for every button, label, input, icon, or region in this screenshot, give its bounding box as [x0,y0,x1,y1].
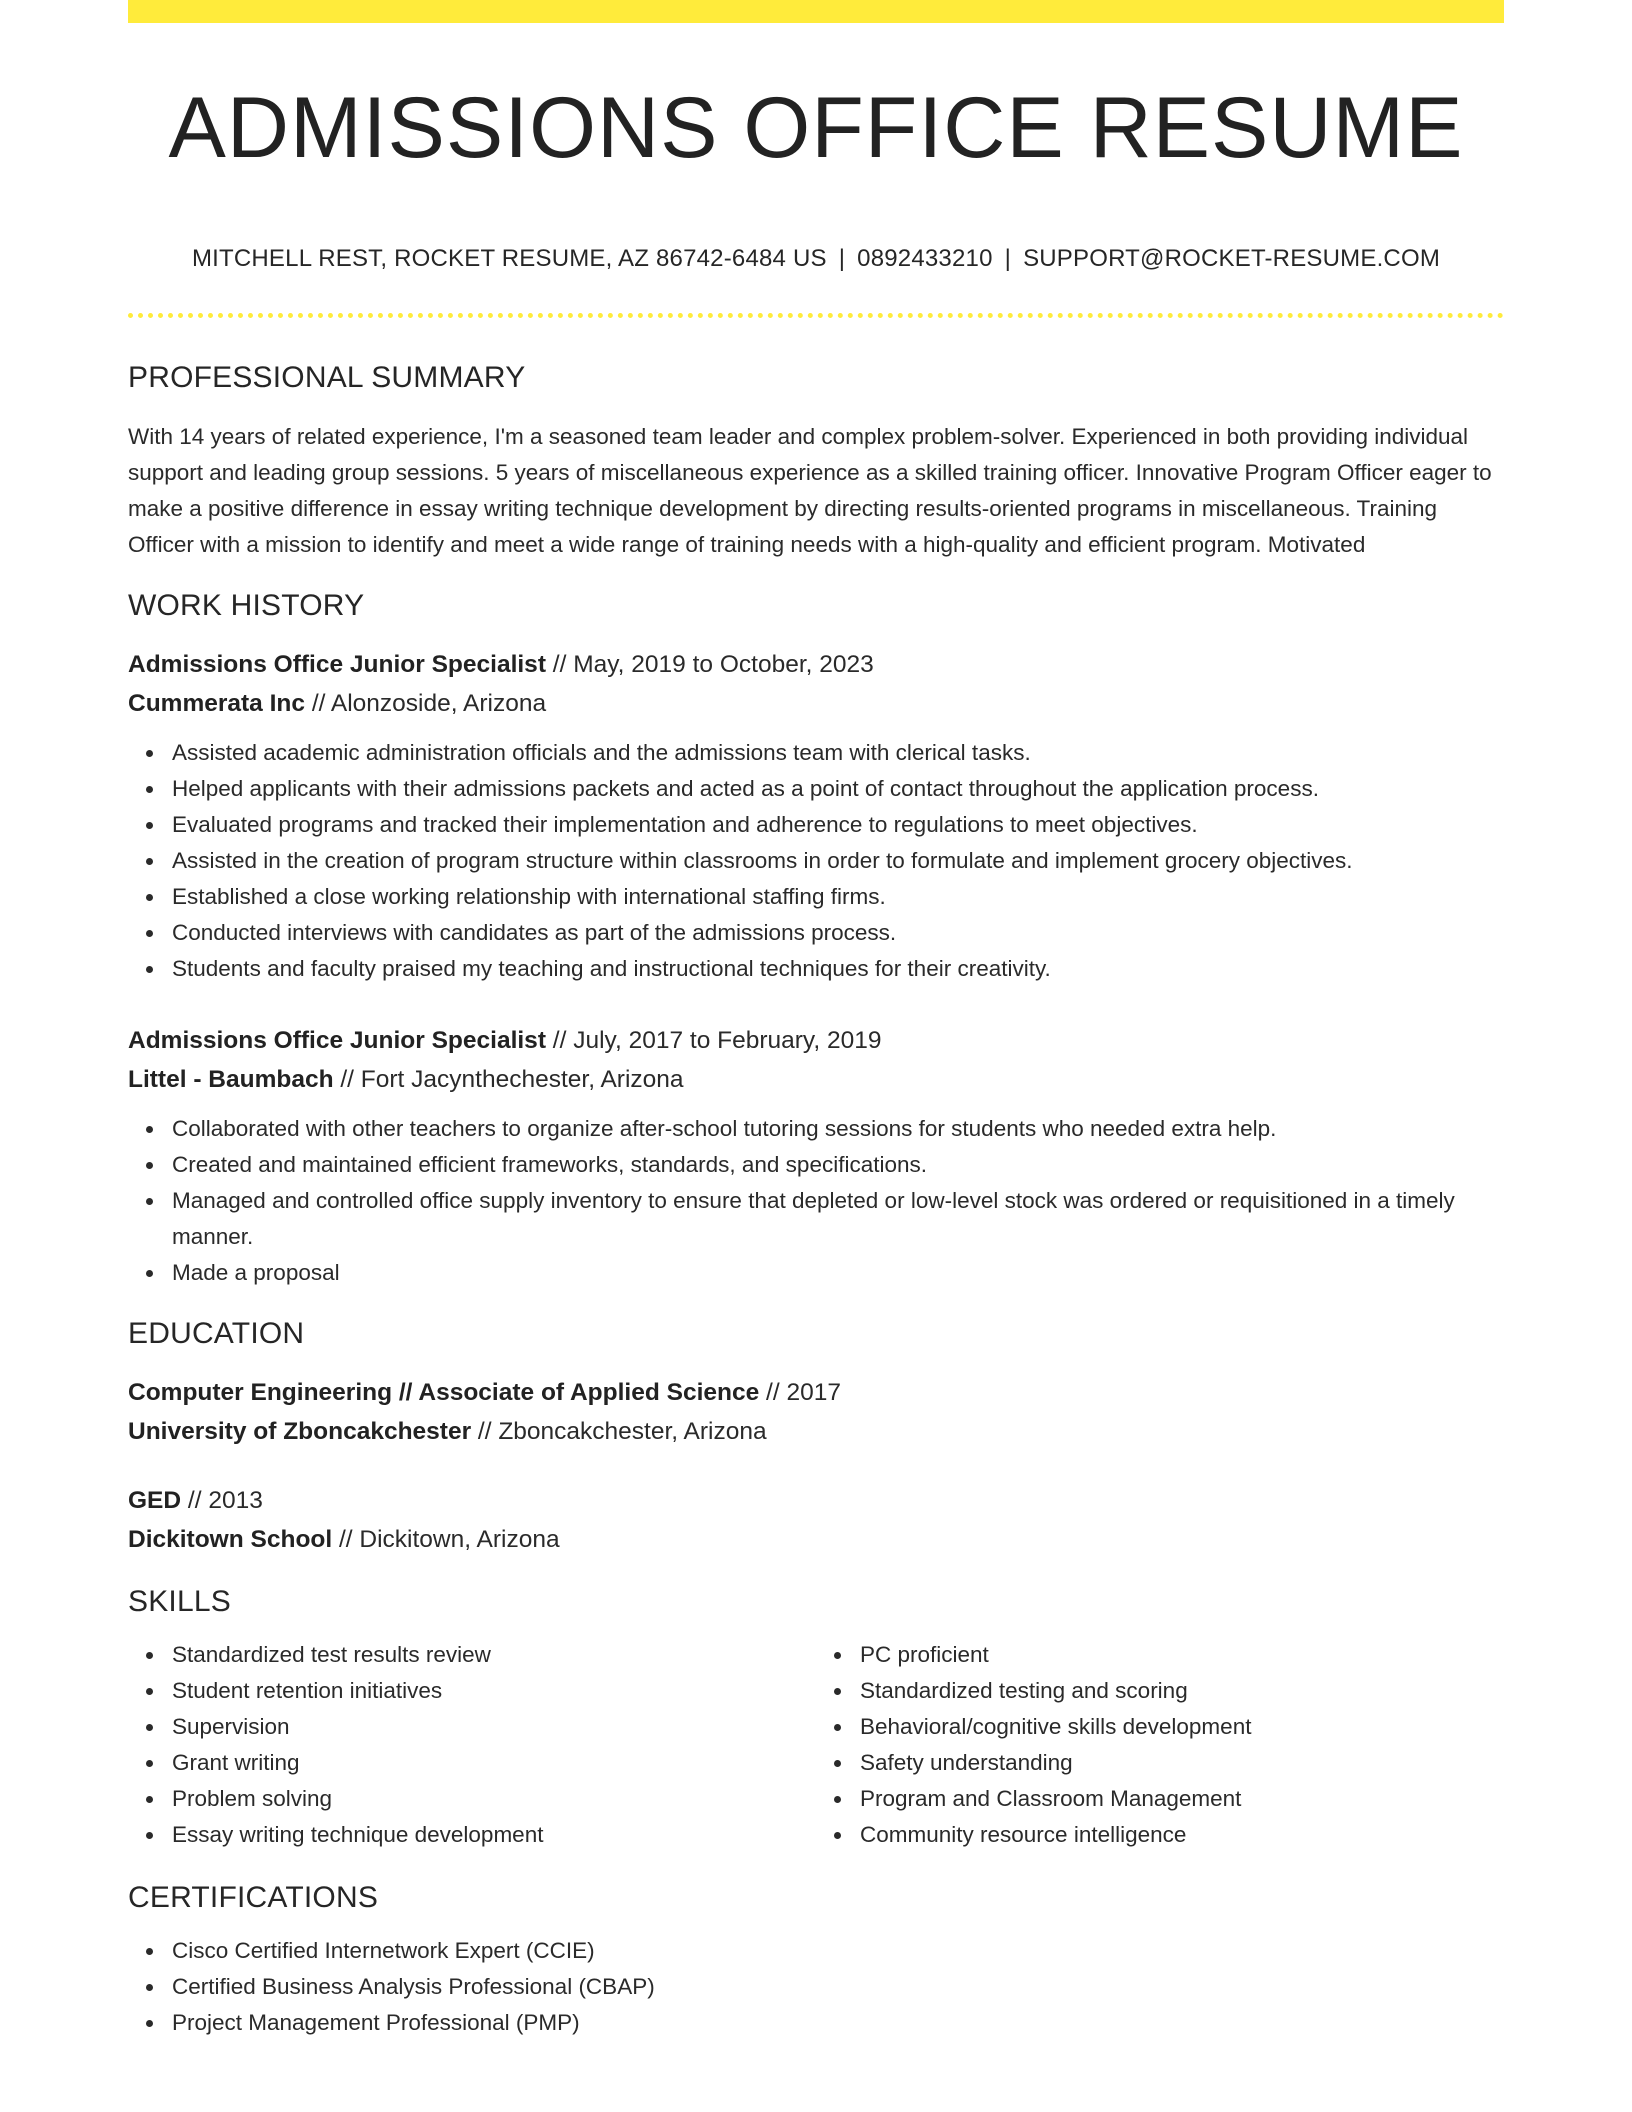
job-bullet: Assisted academic administration officials and the admissions team with clerical tasks. [172,735,1504,771]
education-school-line [128,1520,1504,1559]
contact-email: SUPPORT@ROCKET-RESUME.COM [1023,245,1441,272]
education-location: // Dickitown, Arizona [332,1526,560,1553]
job-company-line [128,1060,1504,1099]
certification-item: Cisco Certified Internetwork Expert (CCIE) [172,1933,1504,1969]
job-title: Admissions Office Junior Specialist [128,651,546,678]
skill-item: Behavioral/cognitive skills development [860,1709,1504,1745]
education-school: Dickitown School [128,1526,333,1553]
education-location: // Zboncakchester, Arizona [471,1418,767,1445]
skill-item: Supervision [172,1709,816,1745]
summary-heading: PROFESSIONAL SUMMARY [128,361,526,394]
job-dates: // May, 2019 to October, 2023 [545,651,874,678]
skill-item: Grant writing [172,1745,816,1781]
education-entry [128,1373,1504,1451]
education-school: University of Zboncakchester [128,1418,472,1445]
contact-address: MITCHELL REST, ROCKET RESUME, AZ 86742-6484 US [191,245,827,272]
skill-item: Standardized test results review [172,1637,816,1673]
skills-columns [128,1637,1504,1853]
job-bullet: Managed and controlled office supply inventory to ensure that depleted or low-level stock was ordered or requisitioned in a timely manner. [172,1183,1504,1255]
certifications-list [128,1933,1504,2041]
job-bullet: Assisted in the creation of program structure within classrooms in order to formulate and implement grocery objectives. [172,843,1504,879]
certification-item: Certified Business Analysis Professional (CBAP) [172,1969,1504,2005]
contact-separator: | [1004,245,1012,272]
job-bullet: Students and faculty praised my teaching and instructional techniques for their creativity. [172,951,1504,987]
contact-line [128,245,1504,273]
job-company: Cummerata Inc [128,690,306,717]
job-bullet: Evaluated programs and tracked their implementation and adherence to regulations to meet objectives. [172,807,1504,843]
job-bullet: Established a close working relationship with international staffing firms. [172,879,1504,915]
education-degree: GED [128,1487,182,1514]
job-entry [128,1021,1504,1291]
skill-item: Problem solving [172,1781,816,1817]
summary-text: With 14 years of related experience, I'm a seasoned team leader and complex problem-solver. Experienced in both providing individual support and leading group sessions. 5 years of miscellaneous experience as a skilled training officer. Innovative Program Officer eager to make a positive difference in essay writing technique development by directing results-oriented programs in miscellaneous. Training Officer with a mission to identify and meet a wide range of training needs with a high-quality and efficient program. Motivated [128,424,1492,557]
job-bullet-list [128,735,1504,987]
certification-item: Project Management Professional (PMP) [172,2005,1504,2041]
job-bullet: Helped applicants with their admissions packets and acted as a point of contact throughout the application process. [172,771,1504,807]
education-heading: EDUCATION [128,1317,305,1350]
job-location: // Alonzoside, Arizona [305,690,547,717]
skill-item: Student retention initiatives [172,1673,816,1709]
work-history-heading: WORK HISTORY [128,589,365,622]
job-title-line [128,1021,1504,1060]
skill-item: Community resource intelligence [860,1817,1504,1853]
contact-phone: 0892433210 [857,245,993,272]
education-degree-line [128,1373,1504,1412]
job-title: Admissions Office Junior Specialist [128,1027,546,1054]
skill-item: PC proficient [860,1637,1504,1673]
skill-item: Program and Classroom Management [860,1781,1504,1817]
job-company-line [128,684,1504,723]
job-title-line [128,645,1504,684]
skills-list-right [816,1637,1504,1853]
contact-separator: | [838,245,846,272]
skill-item: Safety understanding [860,1745,1504,1781]
job-location: // Fort Jacynthechester, Arizona [333,1066,684,1093]
education-year: // 2017 [759,1379,841,1406]
education-entry [128,1481,1504,1559]
resume-page [128,0,1504,2041]
education-school-line [128,1412,1504,1451]
job-bullet: Made a proposal [172,1255,1504,1291]
job-company: Littel - Baumbach [128,1066,334,1093]
education-degree-line [128,1481,1504,1520]
job-bullet: Conducted interviews with candidates as part of the admissions process. [172,915,1504,951]
job-bullet-list [128,1111,1504,1291]
job-bullet: Created and maintained efficient frameworks, standards, and specifications. [172,1147,1504,1183]
skills-list-left [128,1637,816,1853]
certifications-heading: CERTIFICATIONS [128,1881,379,1914]
job-bullet: Collaborated with other teachers to organize after-school tutoring sessions for students who needed extra help. [172,1111,1504,1147]
job-dates: // July, 2017 to February, 2019 [545,1027,882,1054]
dotted-divider [128,313,1504,318]
education-year: // 2013 [181,1487,263,1514]
skill-item: Essay writing technique development [172,1817,816,1853]
resume-title: ADMISSIONS OFFICE RESUME [168,80,1464,176]
education-degree: Computer Engineering // Associate of Applied Science [128,1379,760,1406]
skills-heading: SKILLS [128,1585,231,1618]
accent-top-bar [128,0,1504,23]
skill-item: Standardized testing and scoring [860,1673,1504,1709]
job-entry [128,645,1504,987]
